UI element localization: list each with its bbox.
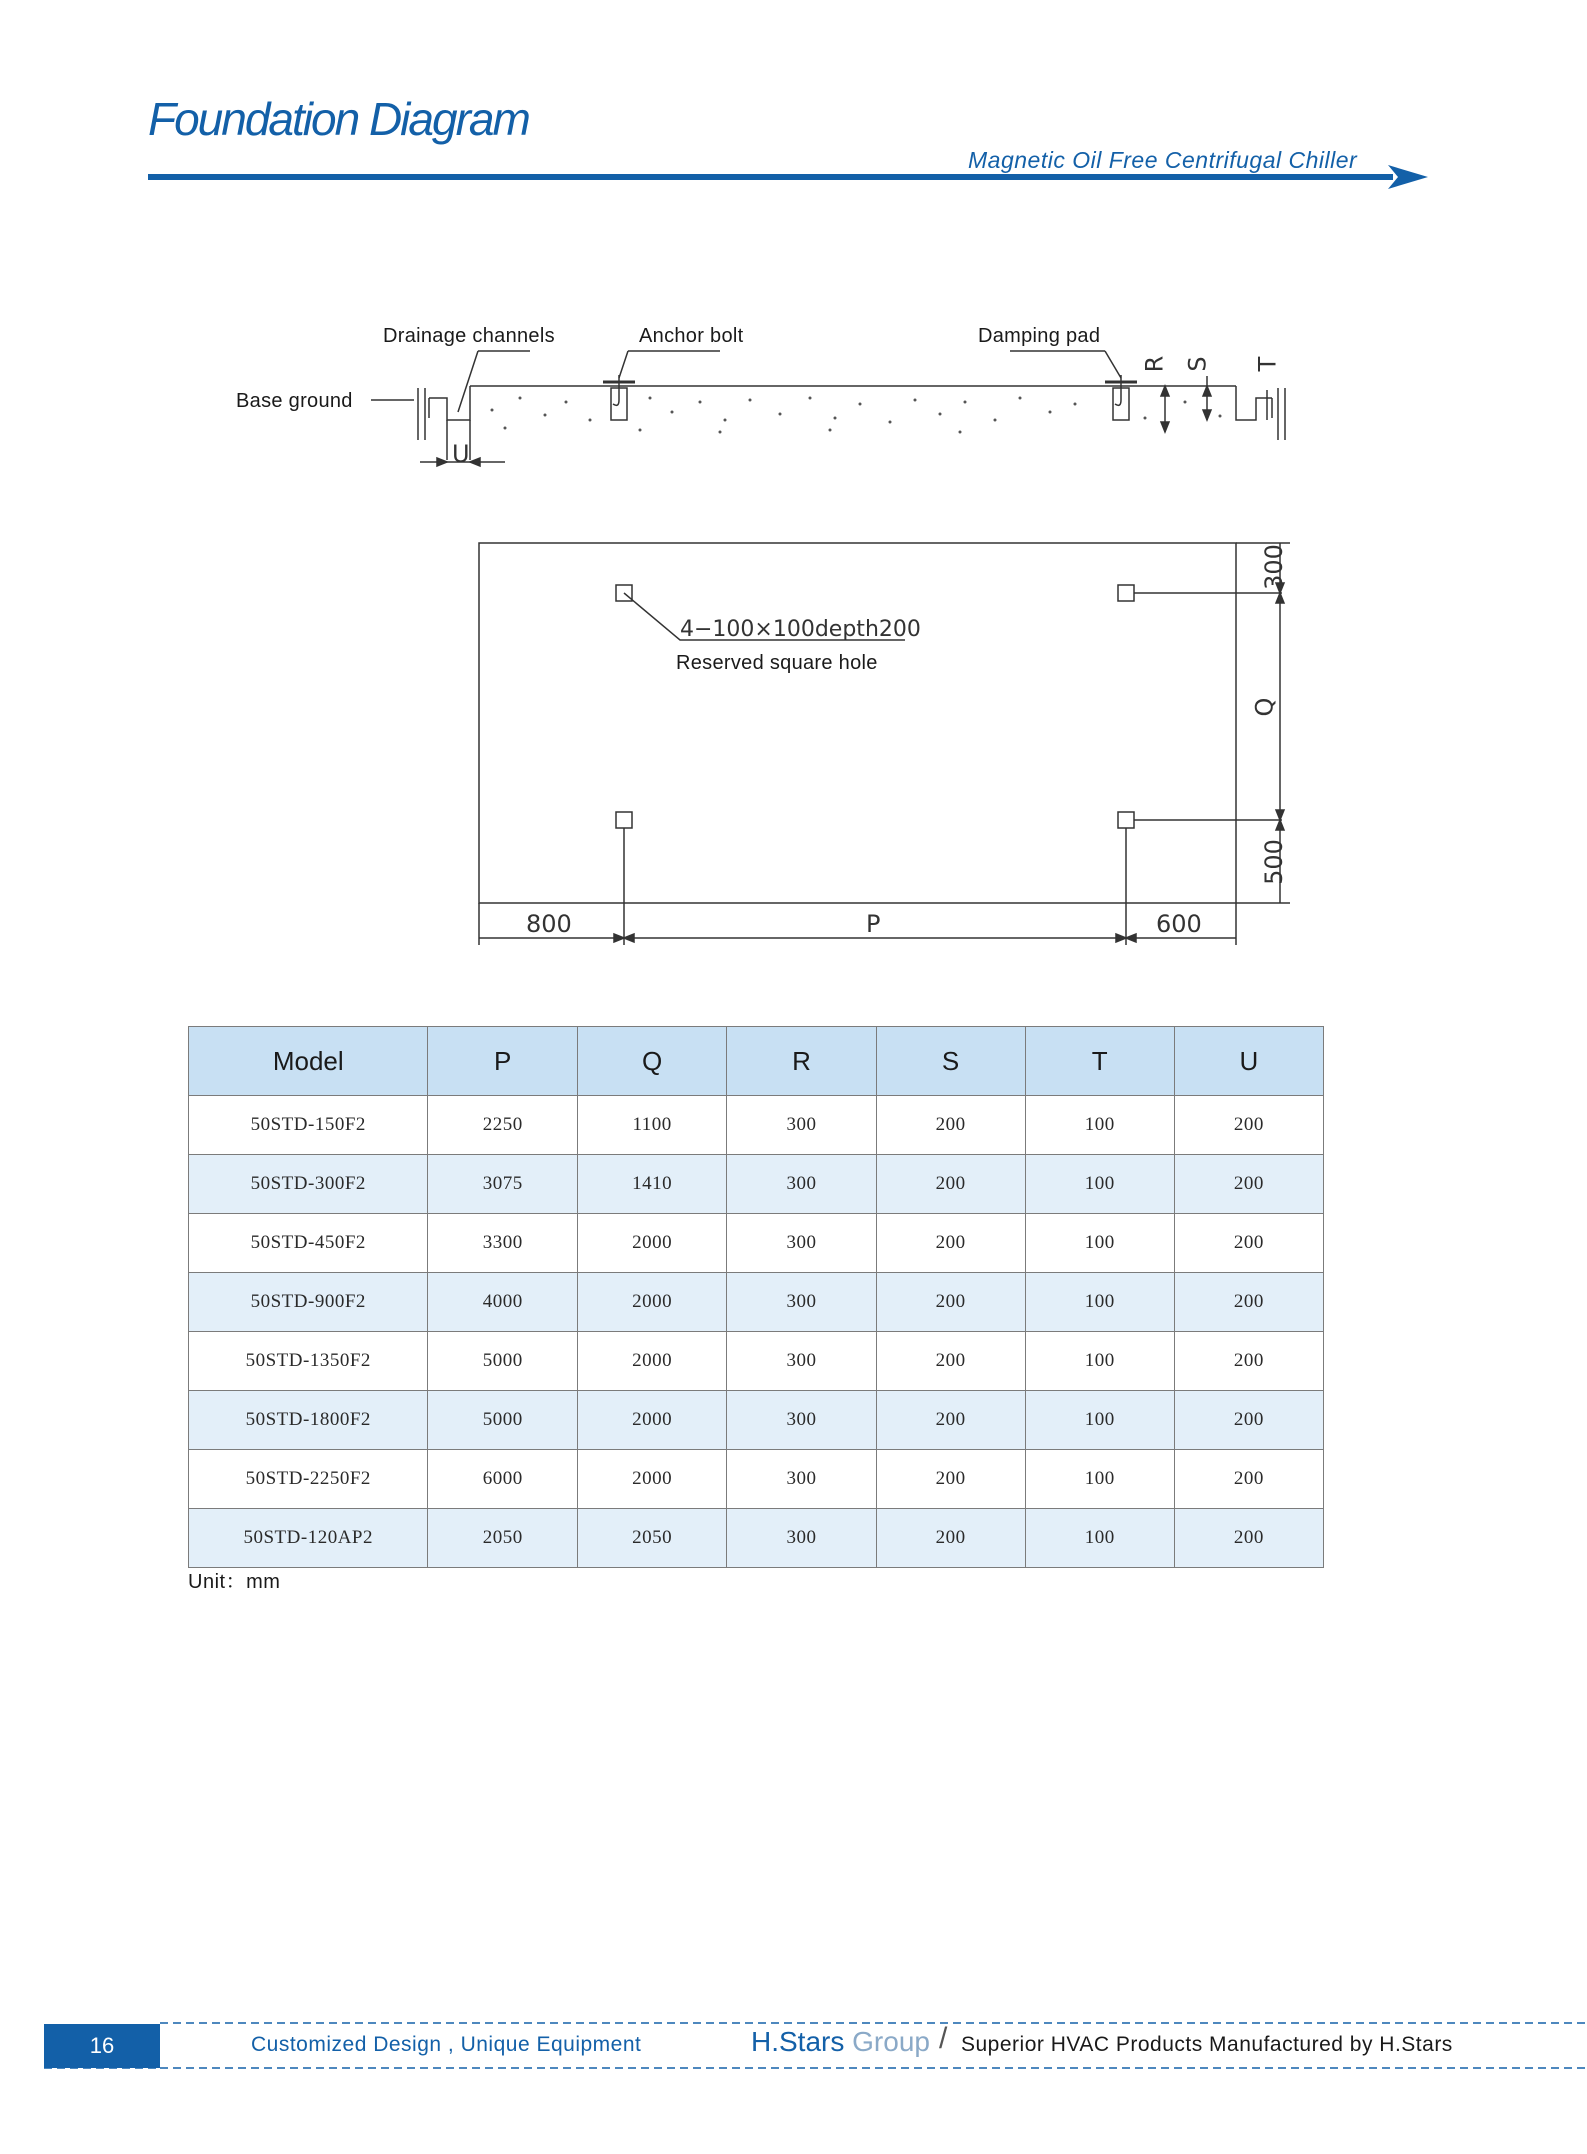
cell-model: 50STD-1800F2 [189,1391,428,1450]
label-base-ground: Base ground [236,390,353,412]
label-drainage-channels: Drainage channels [383,325,555,347]
table-row [189,1450,1324,1509]
cell-t: 100 [1025,1096,1174,1155]
cell-q: 1100 [577,1096,726,1155]
footer-tagline: Customized Design , Unique Equipment [251,2033,642,2056]
footer-brand-group: Group [852,2026,930,2057]
unit-note: Unit：mm [188,1571,281,1593]
col-header-s: S [876,1027,1025,1096]
col-header-q: Q [577,1027,726,1096]
cell-p: 6000 [428,1450,577,1509]
cell-s: 200 [876,1273,1025,1332]
table-row [189,1096,1324,1155]
cell-u: 200 [1174,1450,1323,1509]
cell-u: 200 [1174,1332,1323,1391]
cell-p: 2250 [428,1096,577,1155]
footer-slogan: Superior HVAC Products Manufactured by H.Stars [961,2033,1453,2056]
cell-p: 2050 [428,1509,577,1568]
cell-t: 100 [1025,1155,1174,1214]
label-anchor-bolt: Anchor bolt [639,325,744,347]
footer-brand-name: H.Stars [751,2026,845,2057]
hole-spec: 4−100×100depth200 [680,617,921,642]
cell-s: 200 [876,1096,1025,1155]
cell-q: 2000 [577,1332,726,1391]
col-header-model: Model [189,1027,428,1096]
cell-r: 300 [727,1391,876,1450]
cell-s: 200 [876,1391,1025,1450]
cell-p: 5000 [428,1391,577,1450]
cell-p: 3300 [428,1214,577,1273]
table-row [189,1214,1324,1273]
cell-model: 50STD-120AP2 [189,1509,428,1568]
cell-model: 50STD-150F2 [189,1096,428,1155]
cell-u: 200 [1174,1214,1323,1273]
dim-top-offset: 300 [1259,544,1288,590]
cell-q: 2000 [577,1391,726,1450]
cell-q: 1410 [577,1155,726,1214]
footer-slash: / [939,2022,948,2055]
col-header-u: U [1174,1027,1323,1096]
page-title: Foundation Diagram [148,93,529,145]
cell-s: 200 [876,1155,1025,1214]
cell-p: 5000 [428,1332,577,1391]
dim-t: T [1253,356,1282,372]
cell-model: 50STD-450F2 [189,1214,428,1273]
cell-r: 300 [727,1096,876,1155]
cell-t: 100 [1025,1332,1174,1391]
plan-view [479,543,1290,945]
table-header-row [189,1027,1324,1096]
cell-r: 300 [727,1214,876,1273]
dimensions-table [188,1026,1324,1568]
dim-bottom-offset: 500 [1259,839,1288,885]
page-subtitle: Magnetic Oil Free Centrifugal Chiller [968,147,1358,173]
table-row [189,1273,1324,1332]
cell-t: 100 [1025,1214,1174,1273]
cell-model: 50STD-900F2 [189,1273,428,1332]
cell-s: 200 [876,1509,1025,1568]
dim-s: S [1183,356,1212,372]
col-header-t: T [1025,1027,1174,1096]
cell-u: 200 [1174,1273,1323,1332]
cell-q: 2000 [577,1214,726,1273]
cell-q: 2050 [577,1509,726,1568]
cell-u: 200 [1174,1509,1323,1568]
cell-t: 100 [1025,1391,1174,1450]
cell-r: 300 [727,1332,876,1391]
cell-p: 3075 [428,1155,577,1214]
concrete-speckles [491,397,1222,434]
col-header-p: P [428,1027,577,1096]
cell-s: 200 [876,1450,1025,1509]
table-row [189,1332,1324,1391]
cell-model: 50STD-300F2 [189,1155,428,1214]
cell-r: 300 [727,1450,876,1509]
table-row [189,1155,1324,1214]
cell-model: 50STD-1350F2 [189,1332,428,1391]
dim-right-offset: 600 [1156,910,1202,938]
cell-s: 200 [876,1332,1025,1391]
dim-u: U [452,440,470,468]
col-header-r: R [727,1027,876,1096]
cell-p: 4000 [428,1273,577,1332]
cell-u: 200 [1174,1096,1323,1155]
dim-p: P [866,910,881,938]
cell-r: 300 [727,1155,876,1214]
cell-q: 2000 [577,1273,726,1332]
cell-t: 100 [1025,1509,1174,1568]
foundation-drawing [0,0,1587,960]
dim-q: Q [1250,697,1279,717]
table-row [189,1391,1324,1450]
table-row [189,1509,1324,1568]
cell-u: 200 [1174,1391,1323,1450]
cell-q: 2000 [577,1450,726,1509]
cell-u: 200 [1174,1155,1323,1214]
cell-r: 300 [727,1509,876,1568]
page-number: 16 [44,2024,160,2068]
label-damping-pad: Damping pad [978,325,1101,347]
footer-brand [751,2026,930,2058]
dim-left-offset: 800 [526,910,572,938]
dim-r: R [1140,355,1169,373]
cell-r: 300 [727,1273,876,1332]
hole-label: Reserved square hole [676,652,878,674]
cell-s: 200 [876,1214,1025,1273]
cell-t: 100 [1025,1450,1174,1509]
cell-t: 100 [1025,1273,1174,1332]
cell-model: 50STD-2250F2 [189,1450,428,1509]
